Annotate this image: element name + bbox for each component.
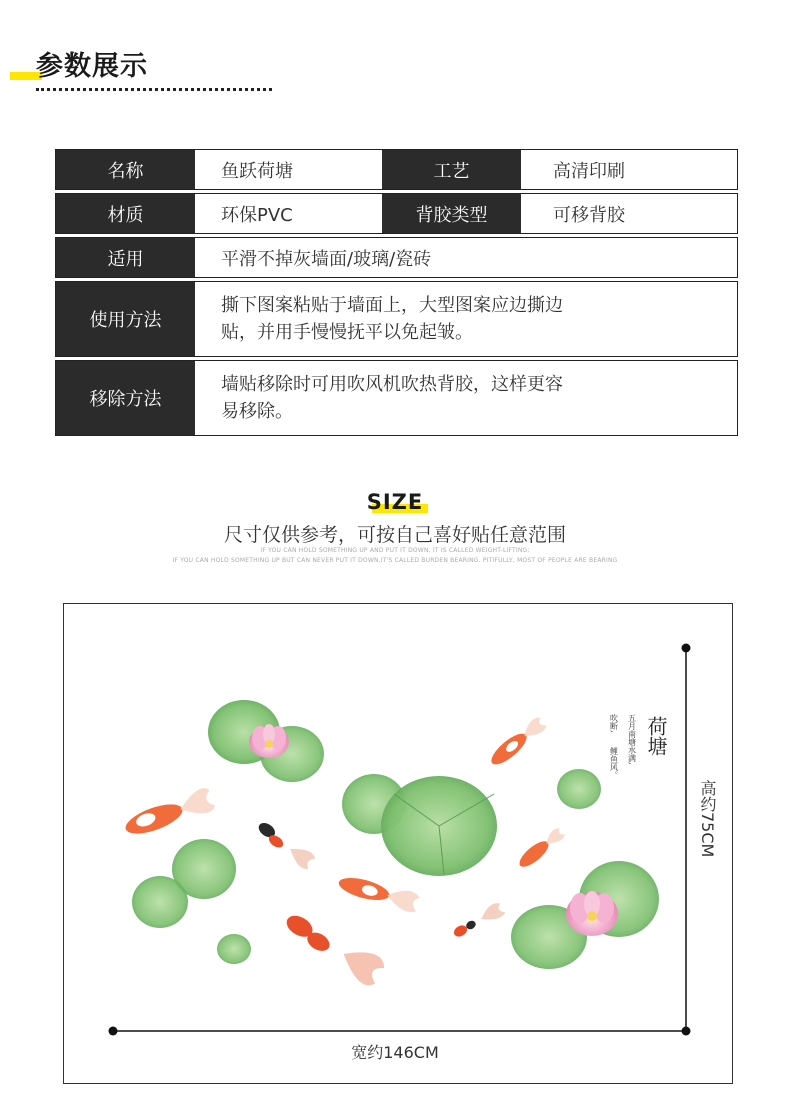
koi-fish: [516, 825, 566, 870]
size-heading-text: SIZE: [366, 490, 424, 514]
koi-fish-large: [265, 900, 388, 989]
size-english-line-2: IF YOU CAN HOLD SOMETHING UP BUT CAN NEVER PUT IT DOWN,IT'S CALLED BURDEN BEARING. PITIFULLY, MOST OF PEOPLE ARE BEARING: [172, 557, 618, 564]
koi-fish: [122, 786, 217, 841]
spec-value-material: 环保PVC: [221, 204, 293, 226]
width-dimension-label: 宽约146CM: [351, 1043, 439, 1062]
artwork-poem-col-3: 鲤鱼风。: [609, 747, 619, 779]
size-english-line-1: IF YOU CAN HOLD SOMETHING UP AND PUT IT DOWN, IT IS CALLED WEIGHT-LIFTING;: [260, 547, 530, 554]
usage-line-2: 贴，并用手慢慢抚平以免起皱。: [221, 322, 473, 343]
lily-pad-large: [381, 776, 497, 876]
koi-fish: [240, 810, 317, 872]
dimension-endpoint: [109, 1027, 118, 1036]
spec-label-name: 名称: [56, 150, 195, 189]
title-dotted-divider: [36, 88, 272, 91]
koi-fish: [336, 873, 421, 914]
spec-row-name-craft: [55, 149, 738, 190]
koi-fish: [441, 900, 506, 947]
spec-label-craft: 工艺: [382, 150, 521, 189]
remove-line-2: 易移除。: [221, 401, 293, 422]
size-heading: [0, 490, 790, 514]
artwork-poem-col-1: 五月南塘水满,: [627, 714, 637, 765]
artwork-title: 荷塘: [644, 716, 668, 756]
page-title: 参数展示: [36, 51, 148, 82]
height-dimension-label: 高约75CM: [698, 780, 717, 858]
spec-row-apply: [55, 237, 738, 278]
lotus-flower: [249, 724, 289, 758]
lotus-flower: [566, 891, 618, 936]
spec-value-usage: [221, 282, 721, 356]
dimension-endpoint: [682, 644, 691, 653]
spec-row-material-adhesive: [55, 193, 738, 234]
dimension-endpoint: [682, 1027, 691, 1036]
lily-pad: [557, 769, 601, 809]
koi-fish: [487, 715, 548, 770]
spec-value-adhesive: 可移背胶: [553, 204, 625, 226]
product-artwork: [64, 604, 732, 1083]
size-subtitle: 尺寸仅供参考，可按自己喜好贴任意范围: [223, 524, 566, 546]
lily-pad: [132, 876, 188, 928]
spec-value-apply: 平滑不掉灰墙面/玻璃/瓷砖: [221, 248, 432, 270]
spec-label-apply: 适用: [56, 238, 195, 277]
usage-line-1: 撕下图案粘贴于墙面上，大型图案应边撕边: [221, 295, 563, 316]
spec-row-remove: [55, 360, 738, 436]
spec-value-craft: 高清印刷: [553, 160, 625, 182]
artwork-poem-col-2: 吹断,: [609, 714, 619, 733]
spec-value-remove: [221, 361, 721, 435]
spec-label-usage: 使用方法: [56, 282, 195, 356]
spec-value-name: 鱼跃荷塘: [221, 160, 293, 182]
spec-label-adhesive: 背胶类型: [382, 194, 521, 233]
spec-row-usage: [55, 281, 738, 357]
spec-label-material: 材质: [56, 194, 195, 233]
remove-line-1: 墙贴移除时可用吹风机吹热背胶，这样更容: [221, 374, 563, 395]
lily-pad: [217, 934, 251, 964]
spec-label-remove: 移除方法: [56, 361, 195, 435]
